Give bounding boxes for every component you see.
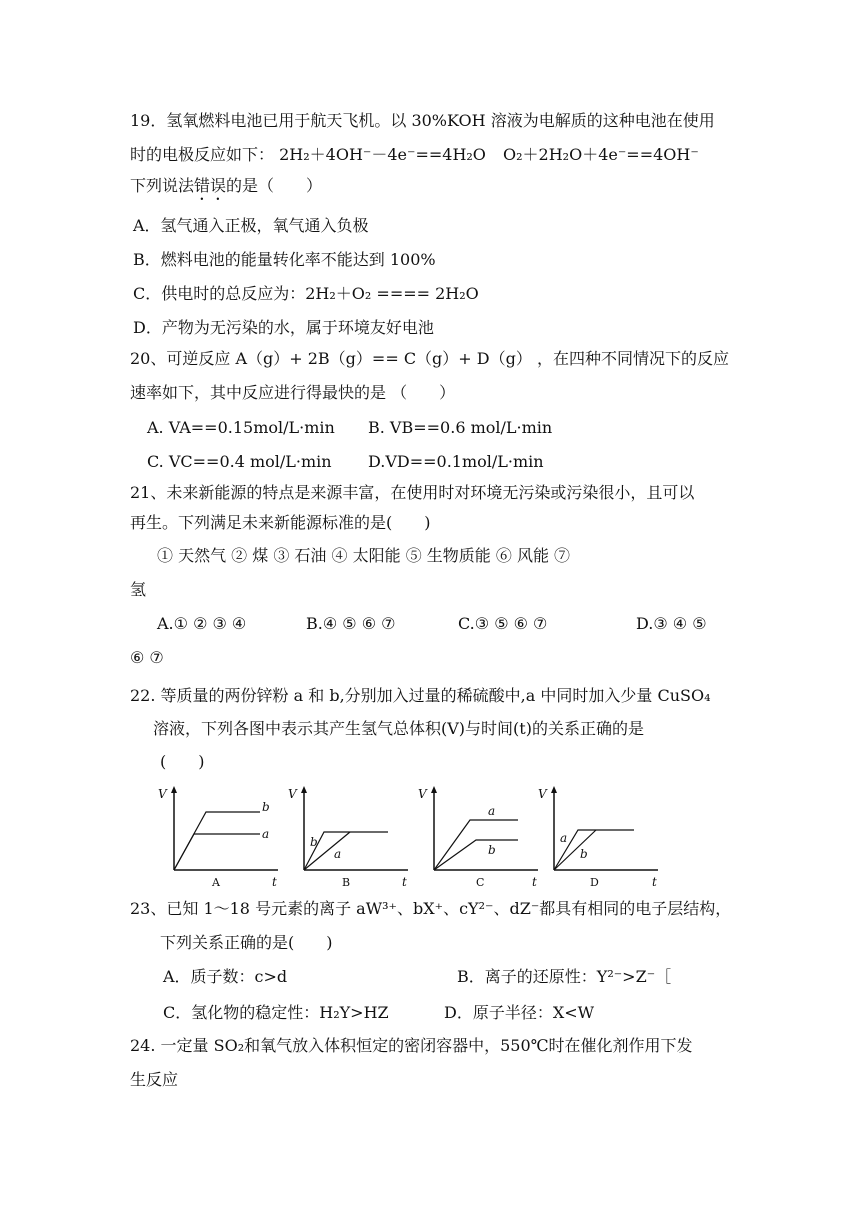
q23-line1: 23、已知 1～18 号元素的离子 aW³⁺、bX⁺、cY²⁻、dZ⁻都具有相同的电子层结构， <box>130 899 732 918</box>
q24-line2: 生反应 <box>130 1070 179 1089</box>
q23-option-d: D．原子半径：X<W <box>444 1003 595 1022</box>
q21-line1: 21、未来新能源的特点是来源丰富，在使用时对环境无污染或污染很小，且可以 <box>130 483 695 502</box>
q21-option-c: C.③ ⑤ ⑥ ⑦ <box>458 614 548 633</box>
graph-b-caption: B <box>342 876 351 889</box>
graph-d-caption: D <box>590 876 599 889</box>
graph-b-upper-label: b <box>310 835 318 849</box>
graph-b-v-label: V <box>288 787 297 801</box>
q19-reaction1: 2H₂＋4OH⁻－4e⁻==4H₂O <box>279 145 486 164</box>
q19-line2-prefix: 时的电极反应如下： <box>130 145 275 164</box>
q21-option-d-wrap: ⑥ ⑦ <box>130 648 164 667</box>
graph-d-v-label: V <box>538 787 547 801</box>
q23-option-c: C．氢化物的稳定性：H₂Y>HZ <box>163 1003 389 1022</box>
graph-a-upper-label: b <box>262 800 270 814</box>
q19-line3-a: 下列说法 <box>130 176 195 195</box>
q22-line1: 22. 等质量的两份锌粉 a 和 b,分别加入过量的稀硫酸中,a 中同时加入少量 CuSO₄ <box>130 686 711 705</box>
graph-d-t-label: t <box>652 875 657 889</box>
q19-reaction2: O₂＋2H₂O＋4e⁻==4OH⁻ <box>503 145 699 164</box>
q20-option-d: D.VD==0.1mol/L·min <box>368 452 544 471</box>
q21-line2: 再生。下列满足未来新能源标准的是( ) <box>130 513 431 532</box>
graph-d-lower-label: b <box>580 847 588 861</box>
q21-items: ① 天然气 ② 煤 ③ 石油 ④ 太阳能 ⑤ 生物质能 ⑥ 风能 ⑦ <box>157 546 571 565</box>
q19-line2 <box>130 145 486 165</box>
q22-line2: 溶液，下列各图中表示其产生氢气总体积(V)与时间(t)的关系正确的是 <box>153 719 644 738</box>
graph-a-caption: A <box>212 876 220 889</box>
q20-line2: 速率如下，其中反应进行得最快的是 （ ） <box>130 383 456 402</box>
graph-c <box>410 782 540 896</box>
q21-option-a: A.① ② ③ ④ <box>157 614 247 633</box>
q21-items-wrap: 氢 <box>130 580 147 599</box>
q23-option-b: B．离子的还原性：Y²⁻>Z⁻［ <box>457 967 672 986</box>
q20-option-a: A. VA==0.15mol/L·min <box>147 418 335 437</box>
q23-option-a: A．质子数：c>d <box>163 967 288 986</box>
q19-line3-b: 的是（ ） <box>226 176 323 195</box>
q19-line3 <box>130 176 322 204</box>
graph-c-caption: C <box>476 876 485 889</box>
graph-a-v-label: V <box>158 787 167 801</box>
graph-b-lower-label: a <box>334 847 342 861</box>
q20-option-c: C. VC==0.4 mol/L·min <box>147 452 332 471</box>
graph-c-upper-label: a <box>488 804 496 818</box>
graph-c-t-label: t <box>532 875 537 889</box>
q24-line1: 24. 一定量 SO₂和氧气放入体积恒定的密闭容器中，550℃时在催化剂作用下发 <box>130 1036 693 1055</box>
q19-option-c: C．供电时的总反应为：2H₂＋O₂ ==== 2H₂O <box>133 284 479 303</box>
graph-c-lower-label: b <box>488 843 496 857</box>
q20-line1: 20、可逆反应 A（g）+ 2B（g）== C（g）+ D（g） ，在四种不同情况下的反应 <box>130 349 729 368</box>
graph-b-t-label: t <box>402 875 407 889</box>
q20-option-b: B. VB==0.6 mol/L·min <box>368 418 553 437</box>
q19-option-d: D．产物为无污染的水，属于环境友好电池 <box>133 318 434 337</box>
q19-option-b: B．燃料电池的能量转化率不能达到 100% <box>133 250 436 269</box>
q23-line2: 下列关系正确的是( ) <box>160 933 333 952</box>
q21-option-b: B.④ ⑤ ⑥ ⑦ <box>306 614 396 633</box>
graph-a <box>150 782 280 896</box>
graph-c-v-label: V <box>418 787 427 801</box>
graph-a-lower-label: a <box>262 827 270 841</box>
q19-line1: 19．氢氧燃料电池已用于航天飞机。以 30%KOH 溶液为电解质的这种电池在使用 <box>130 111 715 130</box>
q21-option-d: D.③ ④ ⑤ <box>636 614 707 633</box>
q19-option-a: A．氢气通入正极，氧气通入负极 <box>133 216 369 235</box>
q22-line3: ( ) <box>160 752 205 771</box>
graph-d-upper-label: a <box>560 831 568 845</box>
q19-line3-emphasis: 错误 <box>194 176 227 195</box>
graph-a-t-label: t <box>272 875 277 889</box>
graph-b <box>280 782 410 896</box>
graph-d <box>530 782 660 896</box>
